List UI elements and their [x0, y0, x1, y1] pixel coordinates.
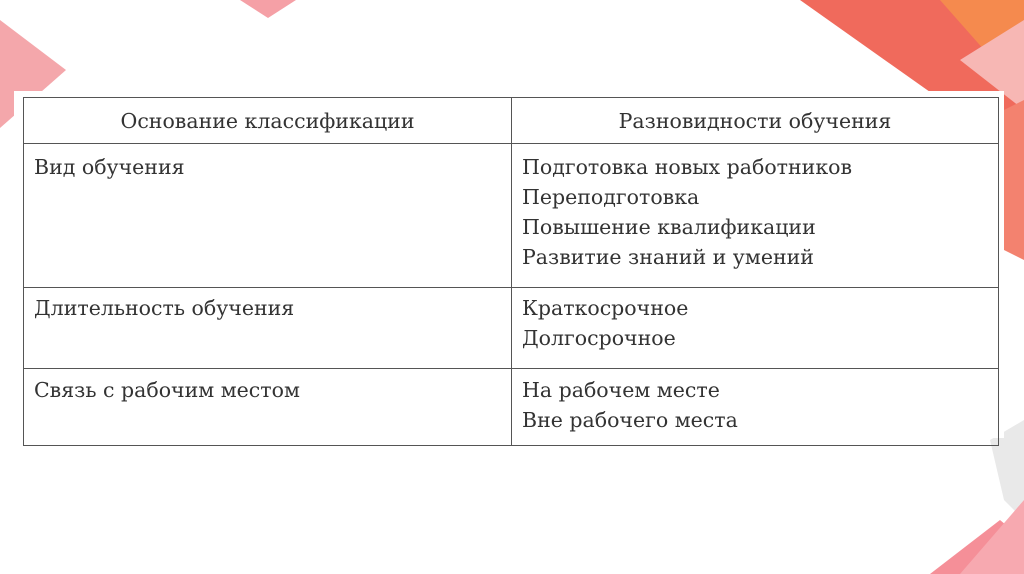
row-basis-label: Длительность обучения [34, 296, 295, 320]
header-types: Разновидности обучения [512, 98, 999, 144]
type-item: На рабочем месте [522, 378, 720, 402]
table-card [14, 91, 1004, 438]
type-item: Подготовка новых работников [522, 155, 853, 179]
row-types-cell [512, 369, 999, 446]
row-types-cell [512, 288, 999, 369]
classification-table [23, 97, 999, 446]
row-basis-cell [24, 288, 512, 369]
type-item: Переподготовка [522, 185, 700, 209]
deco-shape-right-strip [1004, 100, 1024, 260]
row-basis-label: Связь с рабочим местом [34, 378, 300, 402]
table-header-row [24, 98, 999, 144]
table-row [24, 369, 999, 446]
type-item: Повышение квалификации [522, 215, 816, 239]
deco-shape-top-center [240, 0, 296, 18]
type-item: Краткосрочное [522, 296, 689, 320]
type-item: Вне рабочего места [522, 408, 738, 432]
header-basis: Основание классификации [24, 98, 512, 144]
row-basis-label: Вид обучения [34, 155, 185, 179]
type-item: Развитие знаний и умений [522, 245, 814, 269]
type-item: Долгосрочное [522, 326, 676, 350]
row-basis-cell [24, 144, 512, 288]
table-row [24, 288, 999, 369]
row-types-cell [512, 144, 999, 288]
row-basis-cell [24, 369, 512, 446]
table-row [24, 144, 999, 288]
